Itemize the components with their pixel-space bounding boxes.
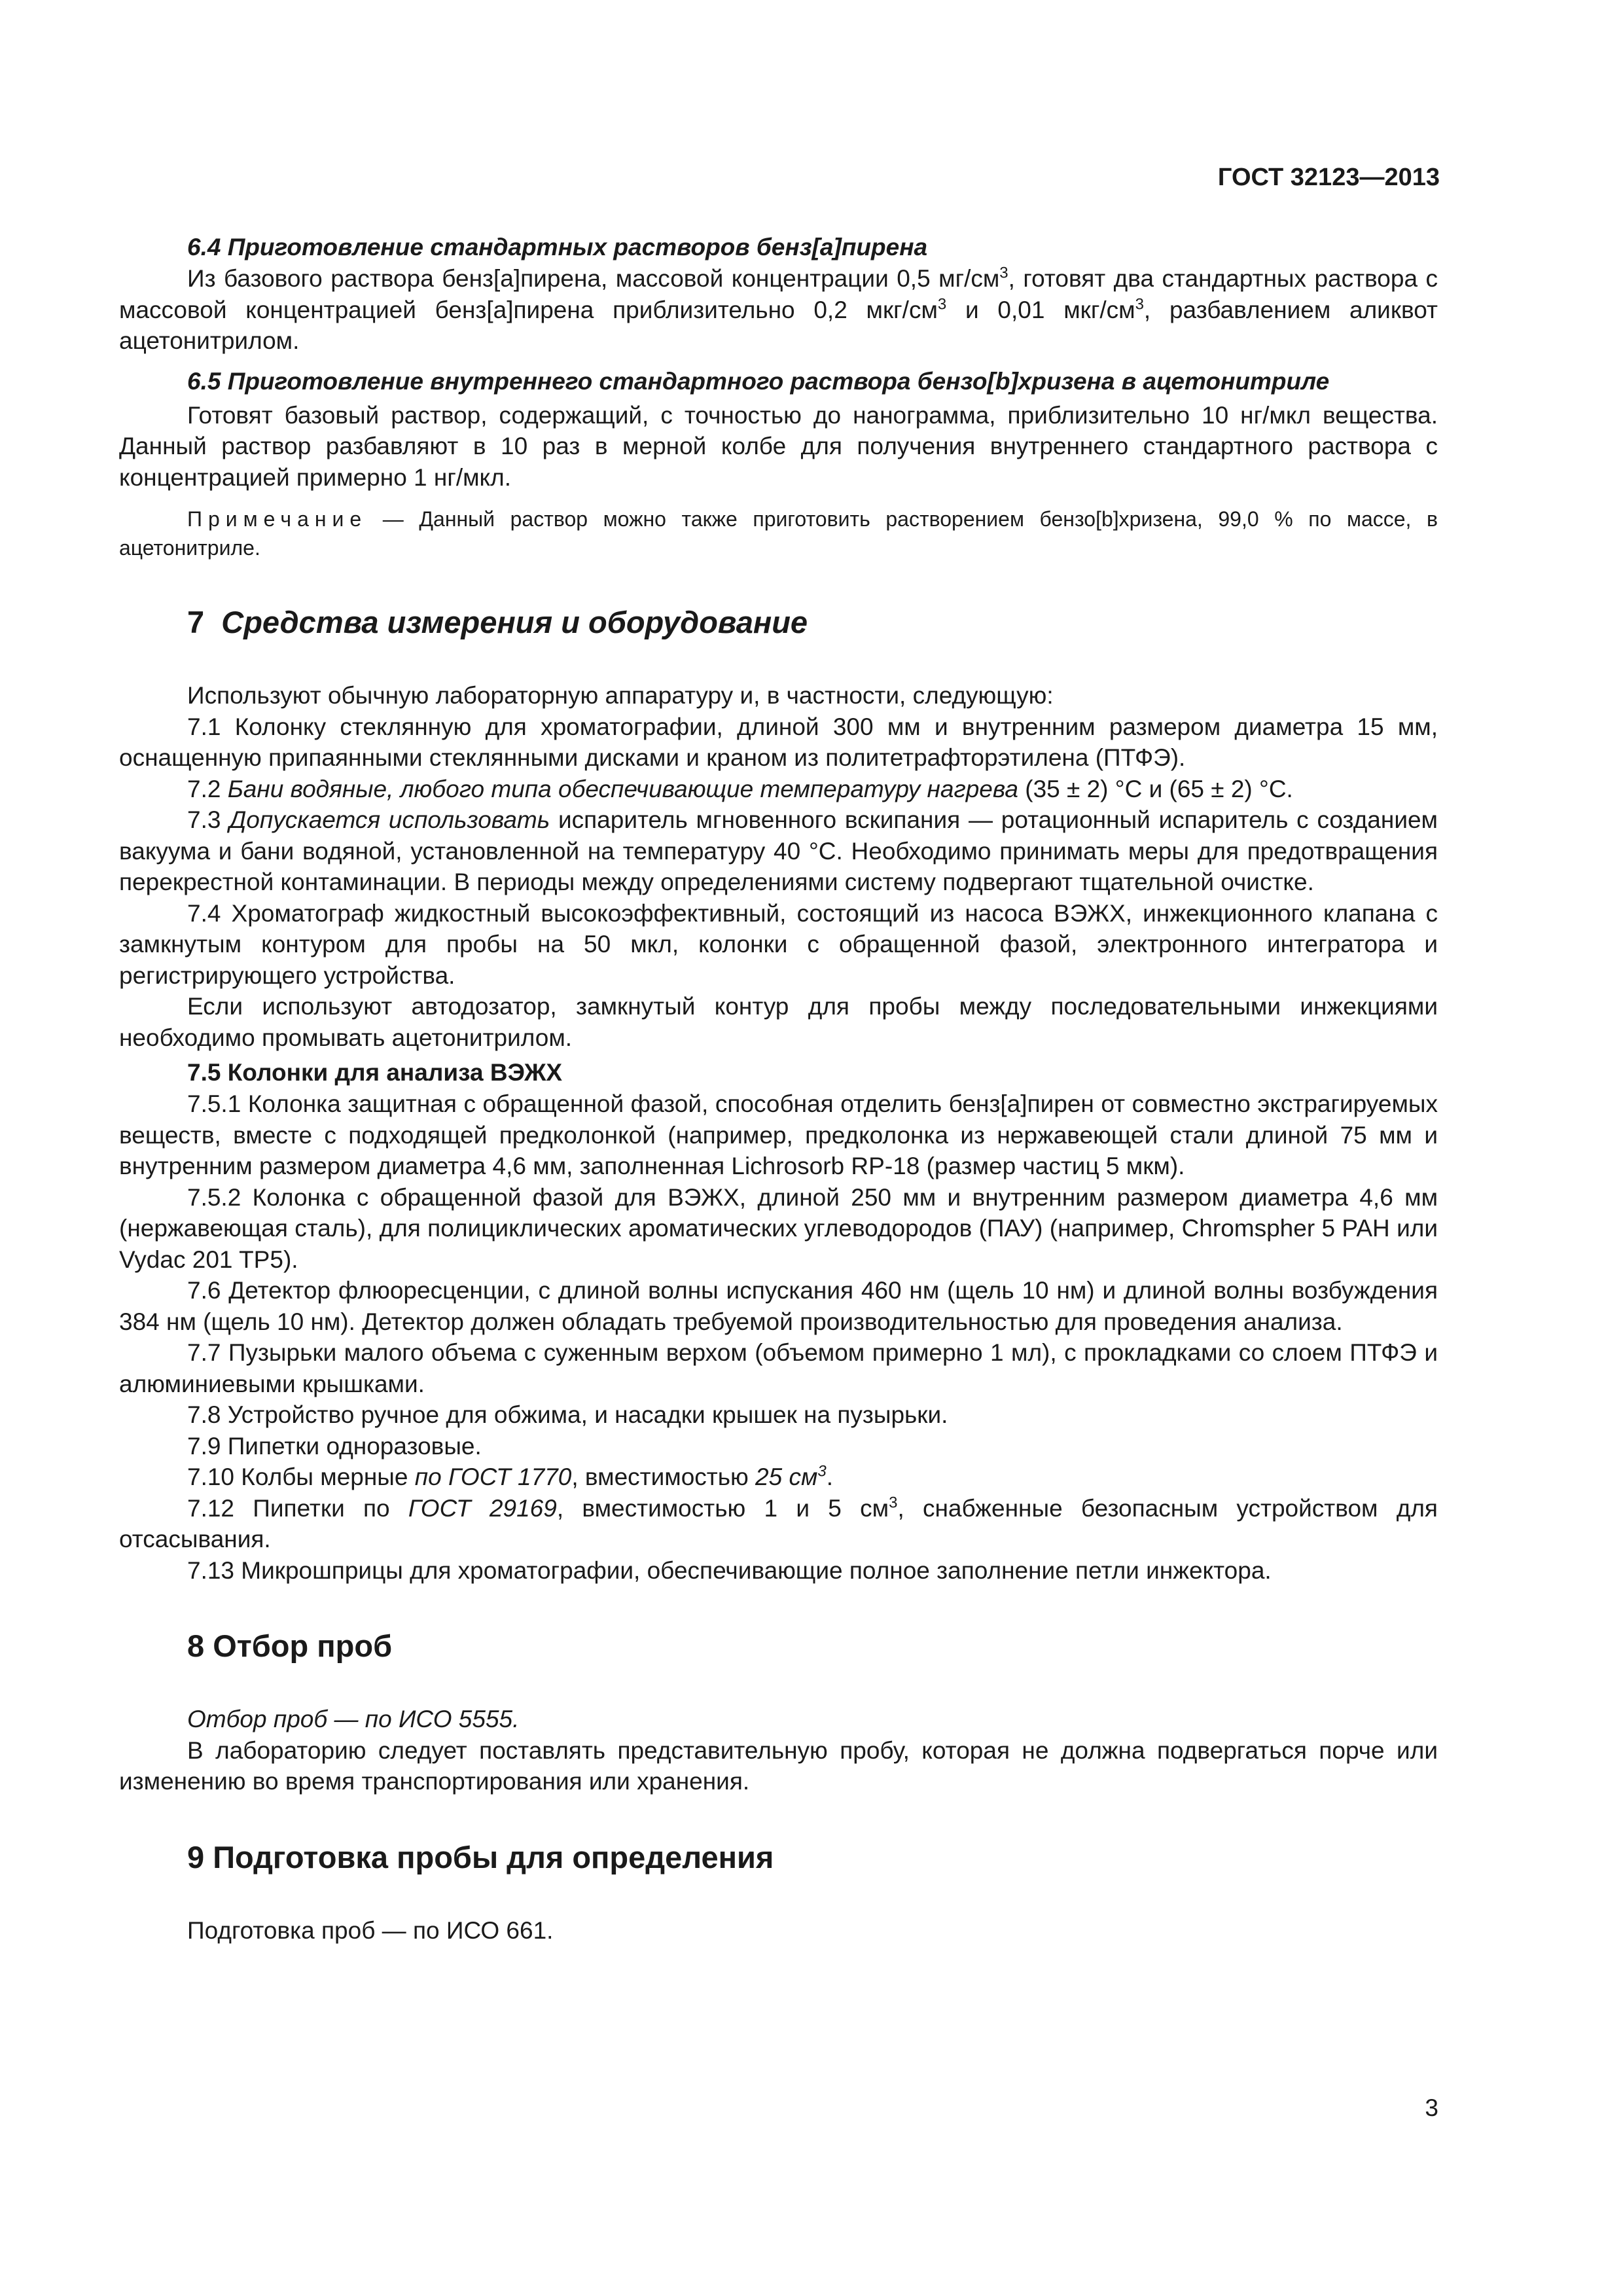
paragraph-9-1: Подготовка проб — по ИСО 661. bbox=[187, 1916, 554, 1944]
text-run: испаритель мгновенного вскипания — ротационный испаритель с созданием вакуума и бани водяной, установленной на температуру 40 °С. Необходимо принимать меры для предотвращения перекрестной контаминации. В периоды между определениями систему подвергают тщательной очистке. bbox=[119, 806, 1438, 895]
item-7-3 bbox=[119, 804, 1438, 898]
superscript: 3 bbox=[889, 1494, 898, 1512]
subsection-title-7-5: 7.5 Колонки для анализа ВЭЖХ bbox=[187, 1059, 563, 1086]
text-run: 7.10 Колбы мерные bbox=[187, 1463, 415, 1490]
page-number: 3 bbox=[1425, 2094, 1438, 2121]
text-run: и 0,01 мкг/см bbox=[946, 296, 1135, 323]
section-title-text: Средства измерения и оборудование bbox=[221, 605, 808, 639]
text-run: , разбавлением аликвот ацетонитрилом. bbox=[119, 296, 1438, 354]
text-run: 7.2 bbox=[187, 775, 228, 802]
paragraph-6-4 bbox=[119, 263, 1438, 357]
paragraph-7-intro: Используют обычную лабораторную аппаратуру и, в частности, следующую: bbox=[187, 682, 1054, 709]
text-run-italic: Допускается использовать bbox=[229, 806, 550, 833]
section-title-8: 8 Отбор проб bbox=[187, 1628, 393, 1663]
item-7-1: 7.1 Колонку стеклянную для хроматографии, длиной 300 мм и внутренним размером диаметра 15 мм, оснащенную припаянными стеклянными дисками и краном из политетрафторэтилена (ПТФЭ). bbox=[119, 713, 1438, 771]
text-run: (35 ± 2) °С и (65 ± 2) °С. bbox=[1018, 775, 1293, 802]
item-7-12 bbox=[119, 1493, 1438, 1555]
item-7-8: 7.8 Устройство ручное для обжима, и насадки крышек на пузырьки. bbox=[187, 1401, 948, 1428]
section-title-7 bbox=[119, 603, 1438, 642]
text-run: , готовят два стандартных раствора с массовой концентрацией бенз[а]пирена приблизительно 0,2 мкг/см bbox=[119, 265, 1438, 323]
text-run: 7.3 bbox=[187, 806, 230, 833]
item-7-9: 7.9 Пипетки одноразовые. bbox=[187, 1432, 482, 1460]
note-6-5 bbox=[119, 505, 1438, 562]
item-7-5-2: 7.5.2 Колонка с обращенной фазой для ВЭЖХ, длиной 250 мм и внутренним размером диаметра 4,6 мм (нержавеющая сталь), для полициклических ароматических углеводородов (ПАУ) (например, Chromspher 5 PAH или Vydac 201 TP5). bbox=[119, 1183, 1438, 1273]
item-7-4-continued: Если используют автодозатор, замкнутый контур для пробы между последовательными инжекциями необходимо промывать ацетонитрилом. bbox=[119, 993, 1438, 1051]
subsection-title-6-5: 6.5 Приготовление внутреннего стандартного раствора бензо[b]хризена в ацетонитриле bbox=[187, 367, 1330, 395]
text-run-italic: Бани водяные, любого типа обеспечивающие температуру нагрева bbox=[227, 775, 1018, 802]
text-run: 7.12 Пипетки по bbox=[187, 1494, 408, 1522]
section-number: 7 bbox=[187, 605, 205, 639]
item-7-7: 7.7 Пузырьки малого объема с суженным верхом (объемом примерно 1 мл), с прокладками со слоем ПТФЭ и алюминиевыми крышками. bbox=[119, 1339, 1438, 1397]
section-title-9: 9 Подготовка пробы для определения bbox=[187, 1839, 774, 1874]
paragraph-8-1: Отбор проб — по ИСО 5555. bbox=[187, 1706, 520, 1732]
text-run: , вместимостью bbox=[571, 1463, 756, 1490]
note-text: — Данный раствор можно также приготовить растворением бензо[b]хризена, 99,0 % по массе, в ацетонитриле. bbox=[119, 507, 1438, 560]
superscript: 3 bbox=[817, 1462, 827, 1480]
item-7-5-1: 7.5.1 Колонка защитная с обращенной фазой, способная отделить бенз[а]пирен от совместно экстрагируемых веществ, вместе с подходящей предколонкой (например, предколонка из нержавеющей стали длиной 75 мм и внутренним размером диаметра 4,6 мм, заполненная Lichrosorb RP-18 (размер частиц 5 мкм). bbox=[119, 1090, 1438, 1179]
text-run: , снабженные безопасным устройством для отсасывания. bbox=[119, 1494, 1438, 1552]
text-run-italic: 25 см bbox=[755, 1463, 818, 1490]
text-run: Из базового раствора бенз[а]пирена, массовой концентрации 0,5 мг/см bbox=[187, 265, 1000, 292]
paragraph-8-2: В лабораторию следует поставлять представительную пробу, которая не должна подвергаться порче или изменению во время транспортирования или хранения. bbox=[119, 1736, 1438, 1795]
text-run-italic: ГОСТ 29169 bbox=[408, 1494, 557, 1522]
text-run: , вместимостью 1 и 5 см bbox=[556, 1494, 889, 1522]
document-body bbox=[119, 229, 1438, 1946]
subsection-title-6-4: 6.4 Приготовление стандартных растворов бенз[а]пирена bbox=[187, 234, 928, 260]
document-id-header: ГОСТ 32123—2013 bbox=[1217, 164, 1440, 191]
text-run-italic: по ГОСТ 1770 bbox=[414, 1463, 572, 1490]
superscript: 3 bbox=[1135, 295, 1144, 314]
item-7-10 bbox=[119, 1462, 1438, 1493]
item-7-2 bbox=[119, 774, 1438, 805]
paragraph-6-5: Готовят базовый раствор, содержащий, с точностью до нанограмма, приблизительно 10 нг/мкл вещества. Данный раствор разбавляют в 10 раз в мерной колбе для получения внутреннего стандартного раствора с концентрацией примерно 1 нг/мкл. bbox=[119, 401, 1438, 491]
item-7-13: 7.13 Микрошприцы для хроматографии, обеспечивающие полное заполнение петли инжектора. bbox=[187, 1556, 1272, 1584]
item-7-4: 7.4 Хроматограф жидкостный высокоэффективный, состоящий из насоса ВЭЖХ, инжекционного клапана с замкнутым контуром для пробы на 50 мкл, колонки с обращенной фазой, электронного интегратора и регистрирующего устройства. bbox=[119, 899, 1438, 989]
text-run: . bbox=[826, 1463, 833, 1490]
item-7-6: 7.6 Детектор флюоресценции, с длиной волны испускания 460 нм (щель 10 нм) и длиной волны возбуждения 384 нм (щель 10 нм). Детектор должен обладать требуемой производительностью для проведения анализа. bbox=[119, 1277, 1438, 1335]
superscript: 3 bbox=[999, 264, 1008, 282]
note-label: Примечание bbox=[187, 507, 368, 531]
superscript: 3 bbox=[937, 295, 947, 314]
